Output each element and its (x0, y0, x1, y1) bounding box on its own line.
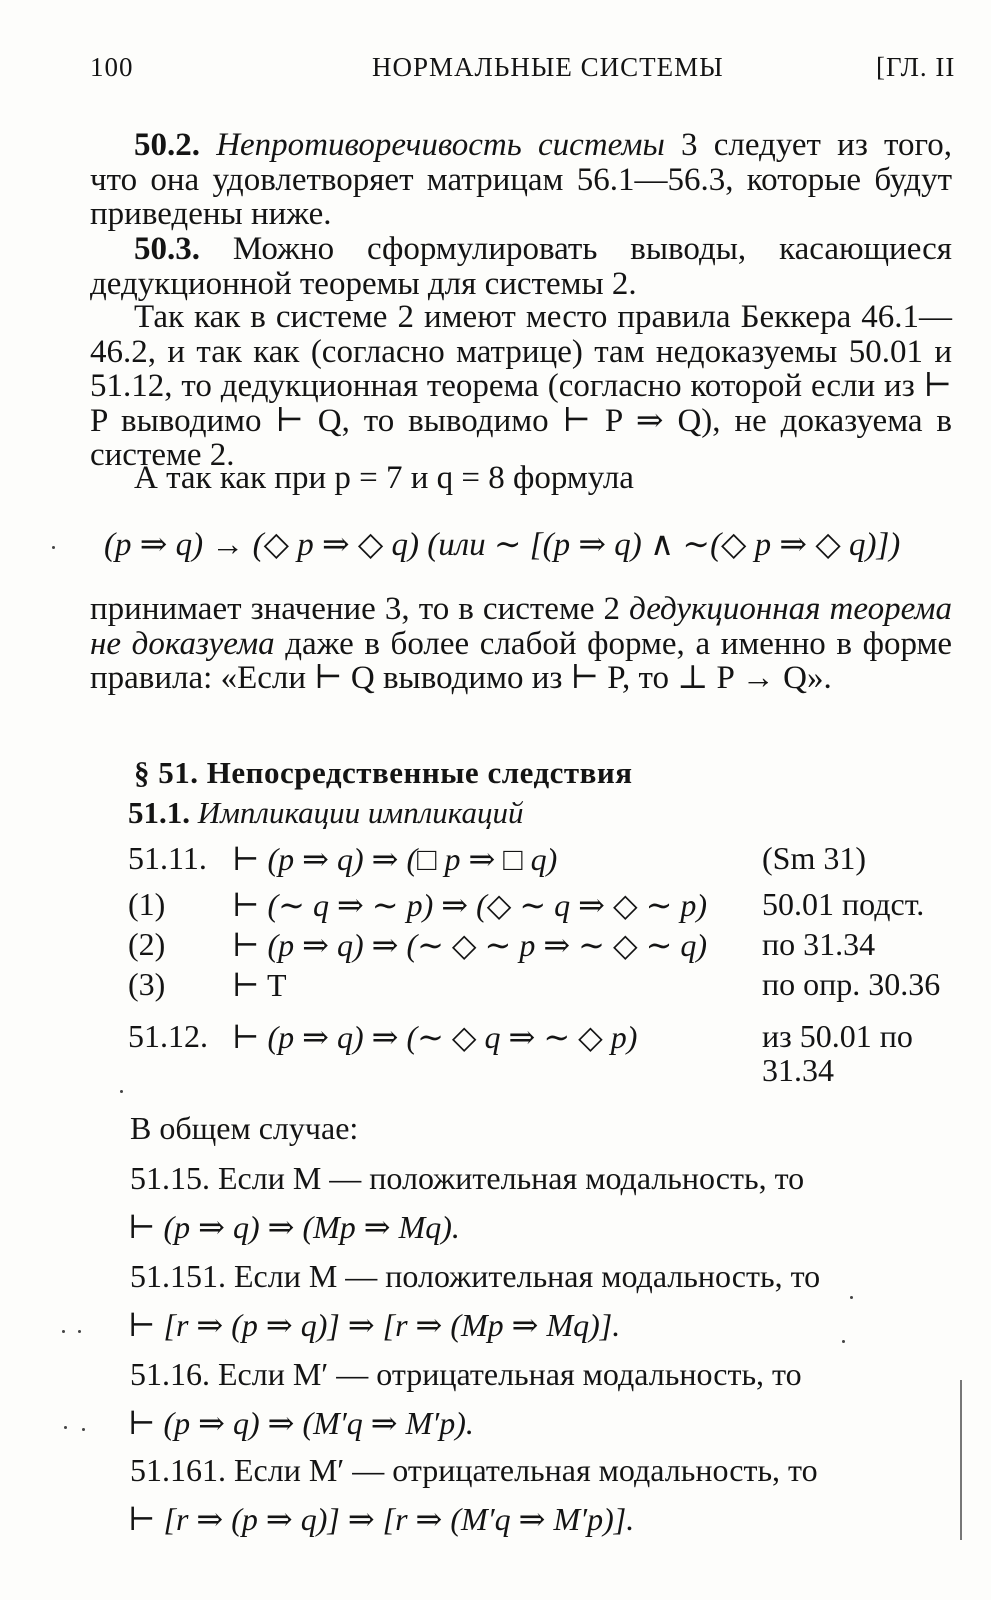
derivation-note: по 31.34 (762, 926, 876, 962)
paragraph-text: принимает значение 3, то в системе 2 (90, 591, 630, 627)
rule-formula: ⊢ [r ⇒ (p ⇒ q)] ⇒ [r ⇒ (Mp ⇒ Mq)]. (128, 1307, 621, 1343)
paragraph-text: 3 следует из того, что она удовлетворяет матрицам 56.1—56.3, которые будут приведены ниже. (90, 127, 952, 232)
chapter-label: [ГЛ. II (876, 52, 956, 82)
derivation-formula: ⊢ (∼ q ⇒ ∼ p) ⇒ (◇ ∼ q ⇒ ◇ ∼ p) (232, 887, 708, 923)
scan-edge-line (960, 1380, 962, 1540)
derivation-label: (3) (128, 966, 166, 1002)
scan-speck (52, 546, 55, 549)
paragraph-50-3 (90, 232, 952, 301)
scan-speck (78, 1330, 81, 1333)
rule-formula: ⊢ (p ⇒ q) ⇒ (M′q ⇒ M′p). (128, 1405, 474, 1441)
derivation-formula: ⊢ (p ⇒ q) ⇒ (∼ ◇ ∼ p ⇒ ∼ ◇ ∼ q) (232, 927, 708, 963)
scan-speck (64, 1426, 67, 1429)
rule-formula: ⊢ [r ⇒ (p ⇒ q)] ⇒ [r ⇒ (M′q ⇒ M′p)]. (128, 1501, 635, 1537)
page-number: 100 (90, 52, 134, 82)
derivation-label: 51.12. (128, 1018, 208, 1054)
rule-statement: 51.15. Если M — положительная модальность, то (130, 1160, 805, 1196)
paragraph-text: Можно сформулировать выводы, касающиеся дедукционной теоремы для системы 2. (90, 231, 952, 302)
derivation-formula: ⊢ (p ⇒ q) ⇒ (∼ ◇ q ⇒ ∼ ◇ p) (232, 1019, 638, 1055)
paragraph-becker: Так как в системе 2 имеют место правила Беккера 46.1—46.2, и так как (согласно матрице) там недоказуемы 50.01 и 51.12, то дедукционная теорема (согласно которой если из ⊢ P выводимо ⊢ Q, то выводимо ⊢ P ⇒ Q), не доказуема в системе 2. (90, 299, 952, 473)
rule-formula: ⊢ (p ⇒ q) ⇒ (Mp ⇒ Mq). (128, 1209, 460, 1245)
scan-speck (842, 1340, 845, 1343)
paragraph-deduction-value (90, 592, 952, 696)
derivation-label: (2) (128, 926, 166, 962)
derivation-note: (Sm 31) (762, 840, 866, 876)
scan-speck (62, 1330, 65, 1333)
section-heading: § 51. Непосредственные следствия (134, 755, 633, 790)
italic-term: Непротиворечивость системы (216, 127, 665, 163)
subsection-number: 51.1. (128, 795, 190, 830)
derivation-note-continued: 31.34 (762, 1052, 834, 1088)
rule-statement: 51.151. Если M — положительная модальность, то (130, 1258, 821, 1294)
derivation-note: 50.01 подст. (762, 886, 925, 922)
derivation-formula: ⊢ T (232, 967, 287, 1003)
running-title: НОРМАЛЬНЫЕ СИСТЕМЫ (372, 52, 724, 82)
general-case-label: В общем случае: (130, 1110, 359, 1146)
subsection-heading (128, 795, 523, 831)
item-number: 50.3. (134, 231, 200, 267)
italic-term: дедукционная теорема не доказуема (90, 591, 952, 662)
rule-statement: 51.161. Если M′ — отрицательная модальность, то (130, 1452, 818, 1488)
derivation-label: 51.11. (128, 840, 207, 876)
derivation-note: из 50.01 по (762, 1018, 913, 1054)
item-number: 50.2. (134, 127, 200, 163)
derivation-note: по опр. 30.36 (762, 966, 941, 1002)
display-formula: (p ⇒ q) → (◇ p ⇒ ◇ q) (или ∼ [(p ⇒ q) ∧ ∼(◇ p ⇒ ◇ q)]) (104, 527, 901, 563)
derivation-formula: ⊢ (p ⇒ q) ⇒ (□ p ⇒ □ q) (232, 841, 558, 877)
paragraph-formula-intro: А так как при p = 7 и q = 8 формула (134, 460, 634, 496)
subsection-title: Импликации импликаций (197, 795, 524, 830)
paragraph-50-2 (90, 128, 952, 232)
scan-speck (82, 1428, 85, 1431)
paragraph-text: даже в более слабой форме, а именно в форме правила: «Если ⊢ Q выводимо из ⊢ P, то ⊥ P → Q». (90, 625, 952, 696)
derivation-label: (1) (128, 886, 166, 922)
scan-speck (850, 1296, 853, 1299)
rule-statement: 51.16. Если M′ — отрицательная модальность, то (130, 1356, 802, 1392)
scan-speck (120, 1090, 123, 1093)
